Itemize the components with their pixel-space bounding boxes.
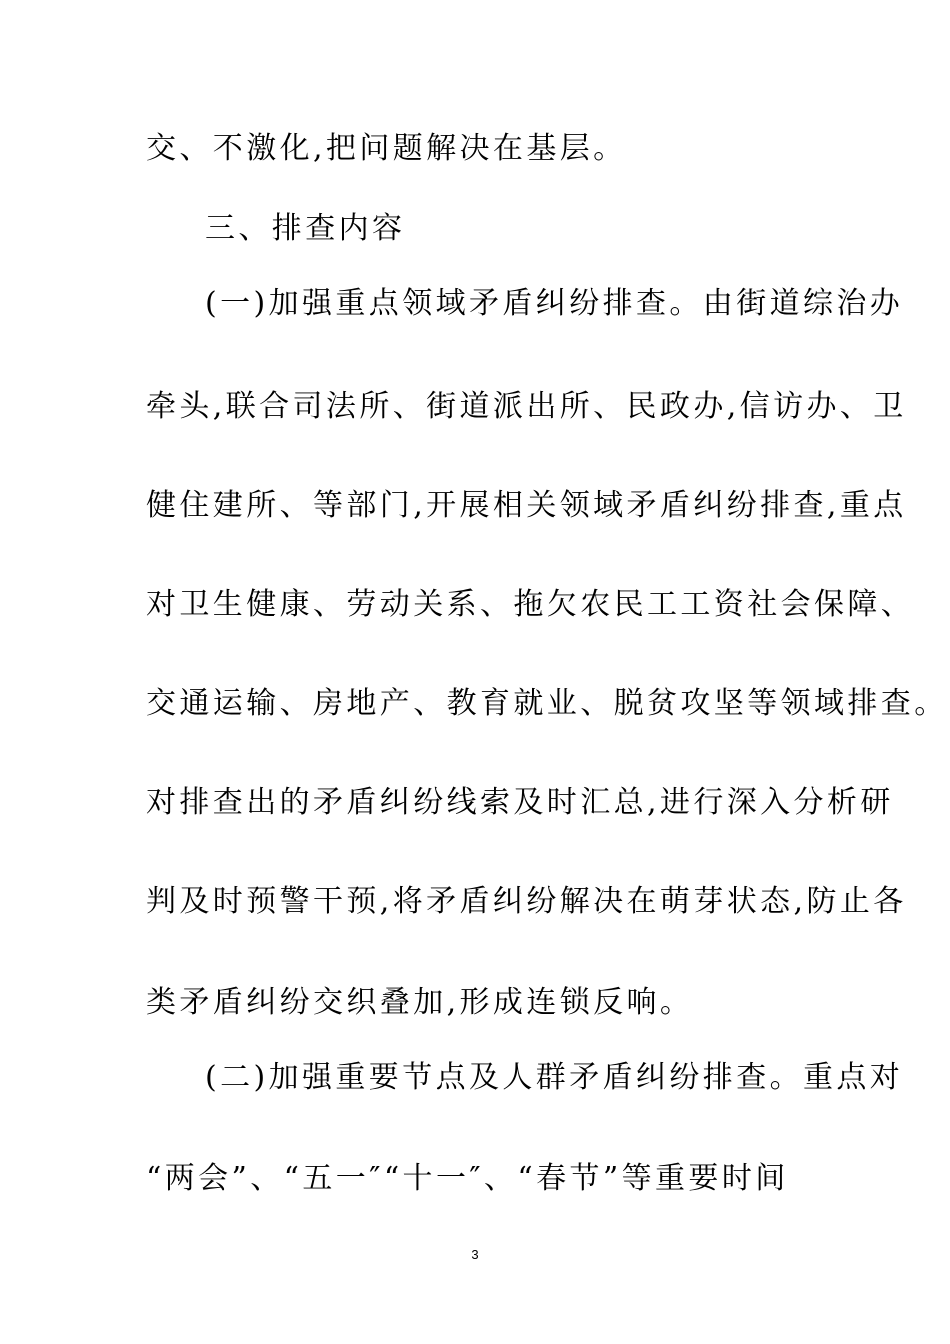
text-line-3: (一)加强重点领域矛盾纠纷排查。由街道综治办 <box>205 286 904 321</box>
text-line-5: 健住建所、等部门,开展相关领域矛盾纠纷排查,重点 <box>146 488 907 523</box>
section-heading: 三、排查内容 <box>205 211 406 246</box>
text-line-12: “两会”、“五一″“十一″、“春节”等重要时间 <box>146 1161 789 1196</box>
text-line-11: (二)加强重要节点及人群矛盾纠纷排查。重点对 <box>205 1060 904 1095</box>
text-line-1: 交、不激化,把问题解决在基层。 <box>146 131 627 166</box>
page-number: 3 <box>471 1247 479 1262</box>
text-line-8: 对排查出的矛盾纠纷线索及时汇总,进行深入分析研 <box>146 785 894 820</box>
text-line-6: 对卫生健康、劳动关系、拖欠农民工工资社会保障、 <box>146 587 915 622</box>
text-line-10: 类矛盾纠纷交织叠加,形成连锁反响。 <box>146 985 694 1020</box>
text-line-4: 牵头,联合司法所、街道派出所、民政办,信访办、卫 <box>146 389 907 424</box>
text-line-9: 判及时预警干预,将矛盾纠纷解决在萌芽状态,防止各 <box>146 884 907 919</box>
text-line-7: 交通运输、房地产、教育就业、脱贫攻坚等领域排查。 <box>146 686 948 721</box>
